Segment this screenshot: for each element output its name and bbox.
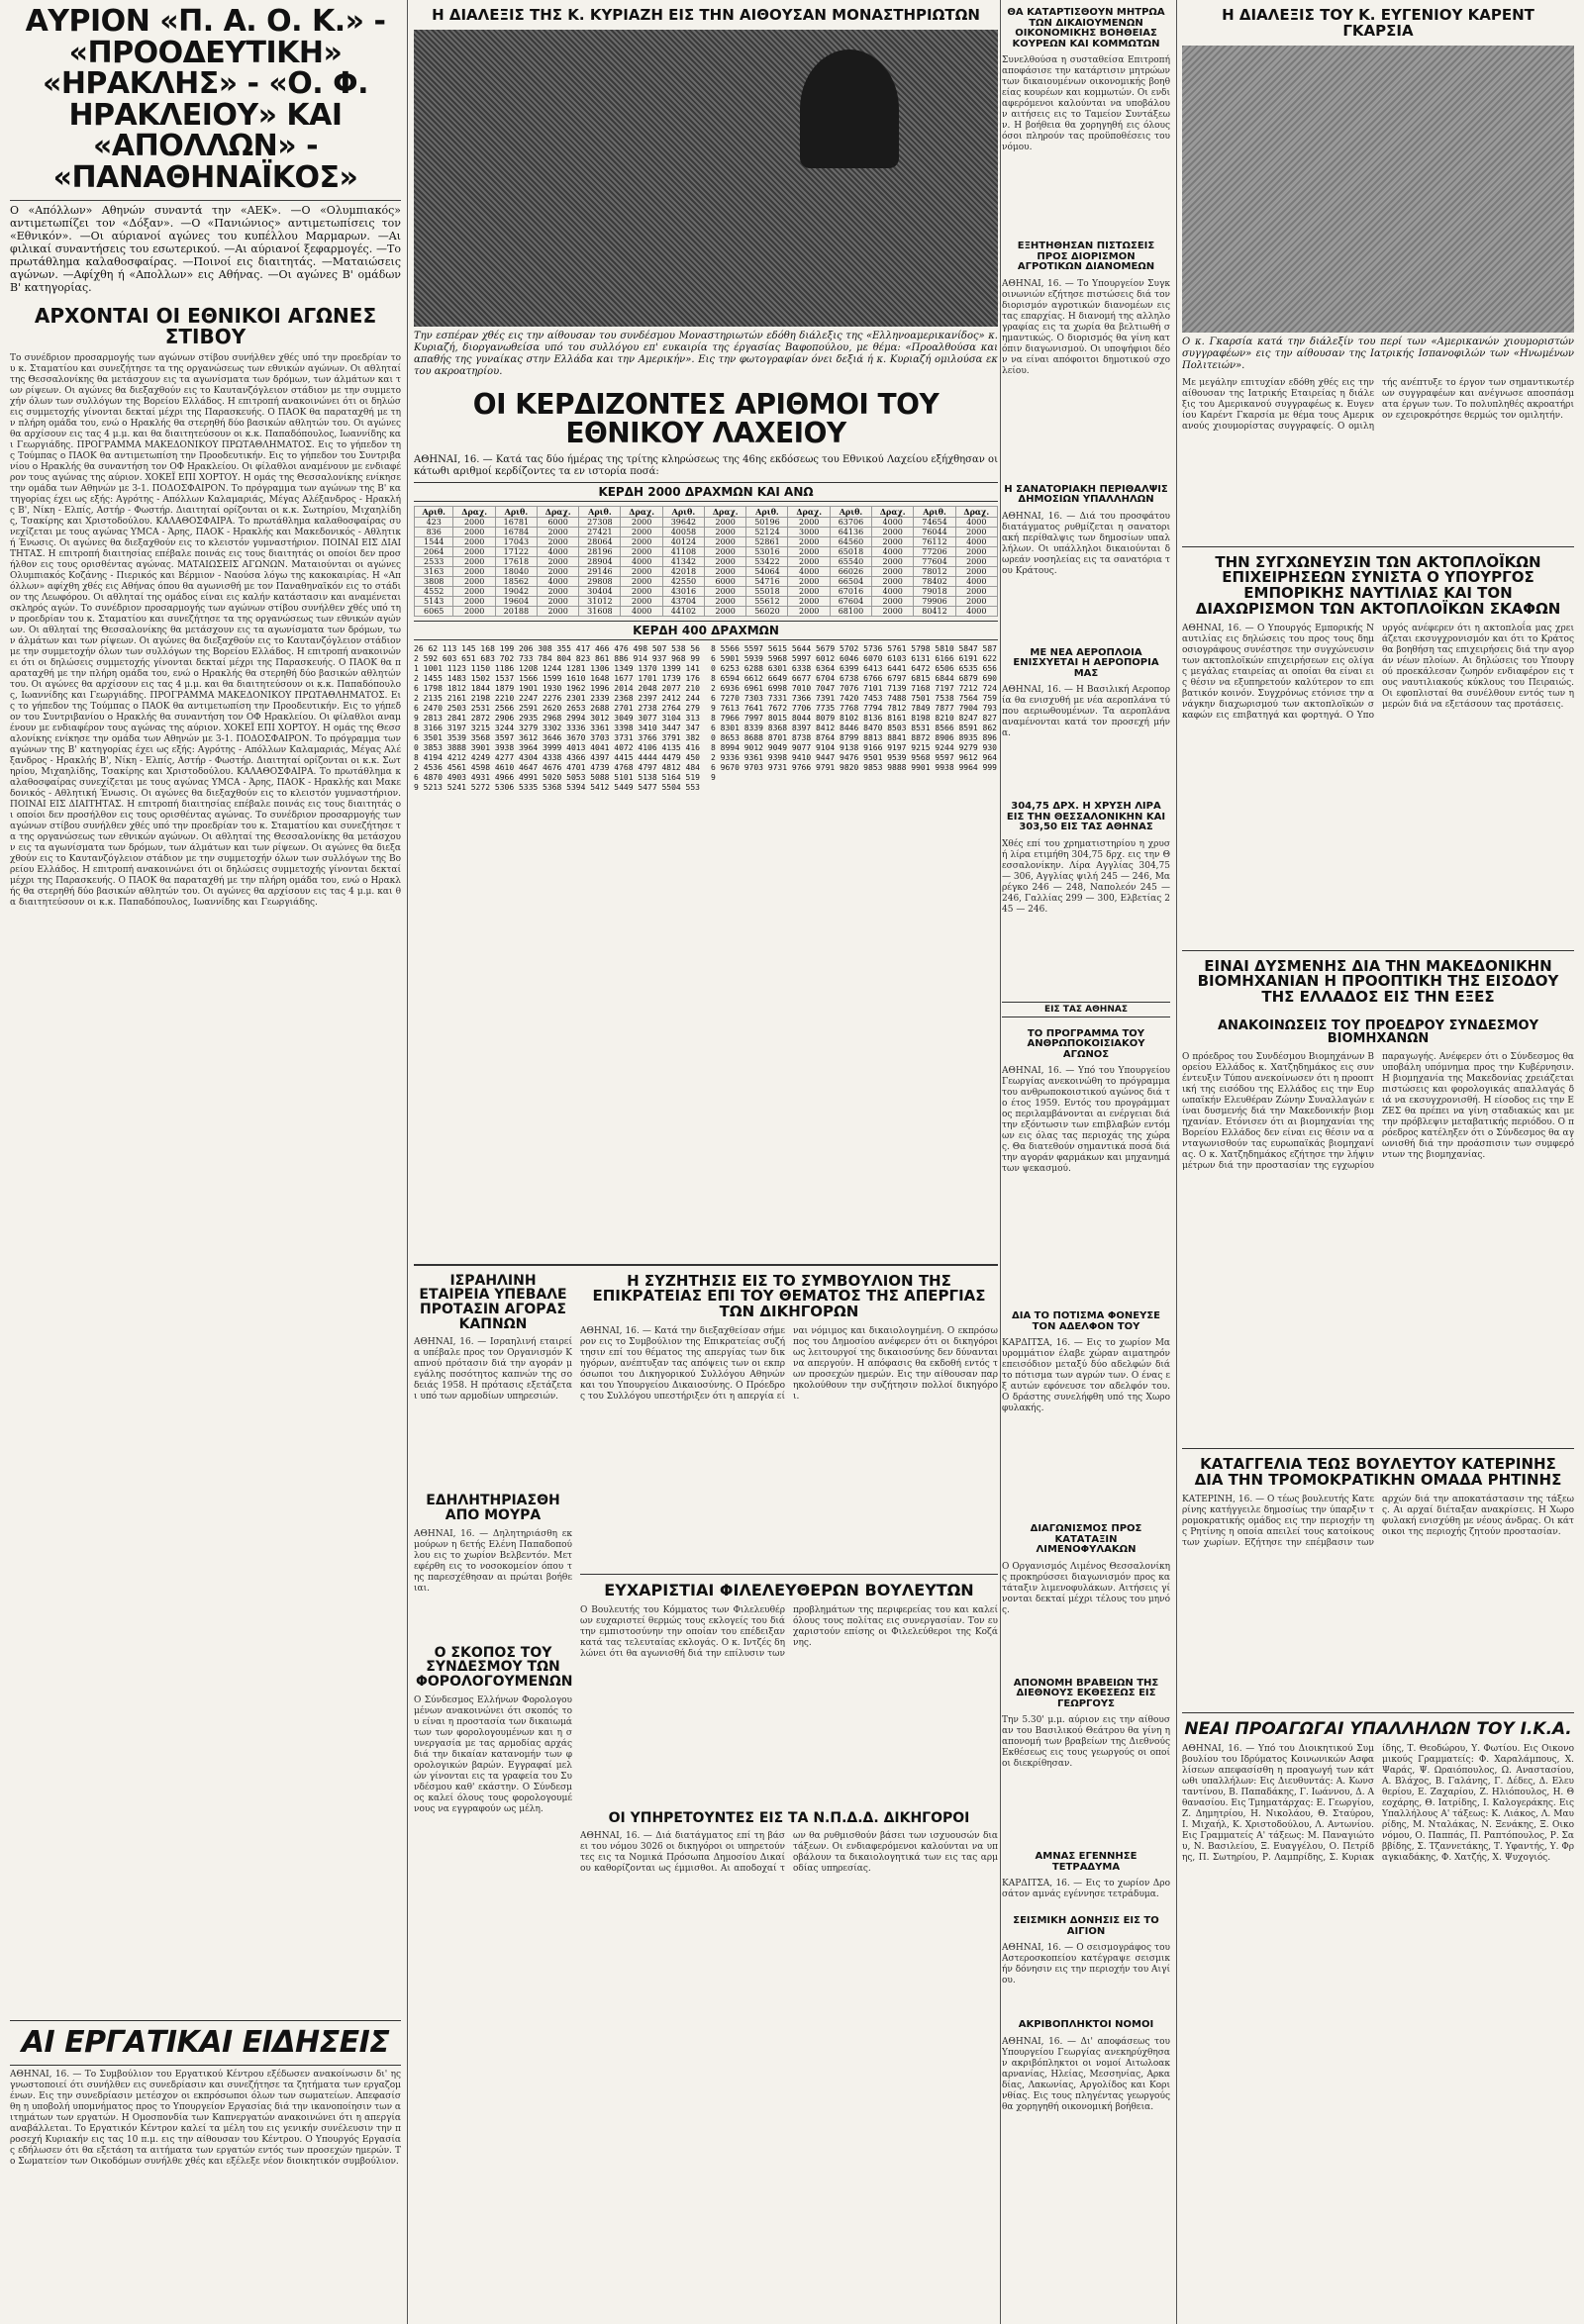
table-cell: 2000: [788, 576, 830, 586]
lottery-header-amount: Δραχ.: [955, 506, 998, 517]
lottery-header-number: Αριθ.: [746, 506, 788, 517]
table-cell: 2000: [955, 546, 998, 556]
prize-400-label: ΚΕΡΔΗ 400 ΔΡΑΧΜΩΝ: [414, 621, 998, 640]
table-cell: 2000: [537, 596, 578, 606]
table-cell: 4000: [871, 517, 913, 527]
table-cell: 67604: [830, 596, 871, 606]
lawyers-strike-text: ΑΘΗΝΑΙ, 16. — Κατά την διεξαχθείσαν σήμερον εις το Συμβούλιον της Επικρατείας συζήτησιν επί του θέματος της απεργίας των δικηγόρων, ανέπτυξαν τας απόψεις των οι εκπρόσωποι του Δικηγορικού Συλλόγου Αθηνών και του Υπουργείου Δικαιοσύνης. Ο Πρόεδρος του Συλλόγου υπεστήριξεν ότι η απεργία είναι νόμιμος και δικαιολογημένη. Ο εκπρόσωπος του Δημοσίου ανέφερεν ότι οι δικηγόροι ως λειτουργοί της δικαιοσύνης δεν δύνανται να απεργούν. Η απόφασις θα εκδοθή εντός των προσεχών ημερών. Εις την αίθουσαν παρηκολούθουν την συζήτησιν πολλοί δικηγόροι.: [580, 1325, 998, 1402]
table-cell: 40124: [662, 536, 704, 546]
airforce-headline: ΜΕ ΝΕΑ ΑΕΡΟΠΛΟΙΑ ΕΝΙΣΧΥΕΤΑΙ Η ΑΕΡΟΠΟΡΙΑ ΜΑΣ: [1013, 646, 1159, 679]
table-cell: 423: [415, 517, 453, 527]
table-cell: 63706: [830, 517, 871, 527]
table-cell: 2000: [453, 527, 495, 536]
table-cell: 76112: [914, 536, 955, 546]
table-cell: 17043: [495, 536, 537, 546]
table-cell: 2000: [704, 527, 745, 536]
taxpayers-headline: Ο ΣΚΟΠΟΣ ΤΟΥ ΣΥΝΔΕΣΜΟΥ ΤΩΝ ΦΟΡΟΛΟΓΟΥΜΕΝΩΝ: [416, 1644, 572, 1691]
lottery-header-amount: Δραχ.: [621, 506, 662, 517]
table-cell: 44102: [662, 606, 704, 616]
lecture-photo-caption: Την εσπέραν χθές εις την αίθουσαν του συνδέσμου Μοναστηριωτών εδόθη διάλεξις της «Ελληνοαμερικανίδος» κ. Κυριαζή, διοργανωθείσα υπό του συλλόγου επ' ευκαιρία της έργασίας Βαφοπούλου, με θέμα: «Προαλθούσα και απαθής της γυναίκας στην Ελλάδα και την Αμερικήν». Εις την φωτογραφίαν όνει δεξιά ή κ. Κυριαζή ομιλούσα εκ του ακροατηρίου.: [414, 330, 998, 377]
lottery-header-number: Αριθ.: [415, 506, 453, 517]
table-cell: 3000: [788, 527, 830, 536]
table-cell: 2000: [453, 546, 495, 556]
lottery-header-number: Αριθ.: [579, 506, 621, 517]
hunting-program-text: ΑΘΗΝΑΙ, 16. — Υπό του Υπουργείου Γεωργίας ανεκοινώθη το πρόγραμμα του ανθρωποκοιστικού αγώνος διά το έτος 1959. Εντός του προγράμματος περιλαμβάνονται αι ενέργειαι διά την εξόντωσιν των επιβλαβών εντόμων εις όλας τας περιοχάς της χώρας. Θα διατεθούν σημαντικά ποσά διά την αγοράν φαρμάκων και μηχανημάτων ψεκασμού.: [1002, 1066, 1170, 1174]
table-cell: 4000: [871, 546, 913, 556]
table-cell: 2000: [955, 527, 998, 536]
table-cell: 2000: [788, 556, 830, 566]
table-cell: 66504: [830, 576, 871, 586]
table-cell: 16784: [495, 527, 537, 536]
table-cell: 2000: [453, 596, 495, 606]
table-cell: 2000: [621, 596, 662, 606]
table-cell: 2000: [704, 606, 745, 616]
table-cell: 2000: [453, 556, 495, 566]
table-cell: 2000: [871, 527, 913, 536]
table-cell: 2000: [788, 517, 830, 527]
table-cell: 2000: [453, 566, 495, 576]
lottery-header-amount: Δραχ.: [704, 506, 745, 517]
lottery-header-amount: Δραχ.: [788, 506, 830, 517]
table-cell: 17122: [495, 546, 537, 556]
table-cell: 53422: [746, 556, 788, 566]
table-cell: 836: [415, 527, 453, 536]
middle-bottom-section: [414, 1264, 998, 2097]
table-row: [415, 536, 998, 546]
table-cell: 29146: [579, 566, 621, 576]
table-cell: 2064: [415, 546, 453, 556]
table-row: [415, 586, 998, 596]
lottery-header-amount: Δραχ.: [871, 506, 913, 517]
rural-postmen-text: ΑΘΗΝΑΙ, 16. — Το Υπουργείον Συγκοινωνιών εζήτησε πιστώσεις διά τον διορισμόν αγροτικών διανομέων εις τας επαρχίας. Η διανομή της αλληλογραφίας εις τα χωρία θα βελτιωθή σημαντικώς. Ο διορισμός θα γίνη κατόπιν διαγωνισμού. Οι υποψήφιοι δέον να είναι απόφοιτοι δημοτικού σχολείου.: [1002, 278, 1170, 376]
table-cell: 2000: [453, 606, 495, 616]
mid-left-column: [414, 1266, 572, 2097]
table-cell: 19604: [495, 596, 537, 606]
lottery-header-number: Αριθ.: [662, 506, 704, 517]
table-row: [415, 527, 998, 536]
ika-text: ΑΘΗΝΑΙ, 16. — Υπό του Διοικητικού Συμβουλίου του Ιδρύματος Κοινωνικών Ασφαλίσεων απεφασίσθη η προαγωγή των κάτωθι υπαλλήλων: Εις Διευθυντάς: Α. Κωνσταντίνου, Β. Παπαδάκης, Γ. Ιωάννου, Δ. Αθανασίου. Εις Τμηματάρχας: Ε. Γεωργίου, Ζ. Δημητρίου, Η. Νικολάου, Θ. Σταύρου, Ι. Μιχαήλ, Κ. Χριστοδούλου, Λ. Αντωνίου. Εις Γραμματείς Α' τάξεως: Μ. Παναγιώτου, Ν. Βασιλείου, Ξ. Ευαγγέλου, Ο. Πετρίδης, Π. Σωτηρίου, Ρ. Λαμπρίδης, Σ. Κυριακίδης, Τ. Θεοδώρου, Υ. Φωτίου. Εις Οικονομικούς Γραμματείς: Φ. Χαραλάμπους, Χ. Ψαράς, Ψ. Ωραιόπουλος, Ω. Αναστασίου, Α. Βλάχος, Β. Γαλάνης, Γ. Δέδες, Δ. Ελευθερίου, Ε. Ζαχαρίου, Ζ. Ηλιόπουλος, Η. Θεοχάρης, Θ. Ιατρίδης, Ι. Καλογεράκης. Εις Υπαλλήλους Α' τάξεως: Κ. Λιάκος, Λ. Μαυρίδης, Μ. Νταλάκας, Ν. Ξενάκης, Ξ. Οικονόμου, Ο. Παππάς, Π. Ραπτόπουλος, Ρ. Σαββίδης, Σ. Τζαννετάκης, Τ. Υφαντής, Υ. Φραγκιαδάκης, Φ. Χατζής, Χ. Ψυχογιός.: [1182, 1744, 1574, 1864]
table-cell: 2000: [453, 517, 495, 527]
table-cell: 2000: [788, 546, 830, 556]
tobacco-headline: ΙΣΡΑΗΛΙΝΗ ΕΤΑΙΡΕΙΑ ΥΠΕΒΑΛΕ ΠΡΟΤΑΣΙΝ ΑΓΟΡΑΣ ΚΑΠΝΩΝ: [419, 1272, 567, 1332]
table-cell: 2000: [621, 536, 662, 546]
athletics-headline: ΑΡΧΟΝΤΑΙ ΟΙ ΕΘΝΙΚΟΙ ΑΓΩΝΕΣ ΣΤΙΒΟΥ: [34, 304, 377, 348]
lottery-table: [414, 506, 998, 617]
table-cell: 2000: [704, 596, 745, 606]
hunting-program-headline: ΤΟ ΠΡΟΓΡΑΜΜΑ ΤΟΥ ΑΝΘΡΩΠΟΚΟΙΣΙΑΚΟΥ ΑΓΩΝΟΣ: [1027, 1027, 1145, 1060]
lottery-header-number: Αριθ.: [914, 506, 955, 517]
table-cell: 4000: [537, 576, 578, 586]
table-cell: 78012: [914, 566, 955, 576]
table-cell: 80412: [914, 606, 955, 616]
awards-headline: ΑΠΟΝΟΜΗ ΒΡΑΒΕΙΩΝ ΤΗΣ ΔΙΕΘΝΟΥΣ ΕΚΘΕΣΕΩΣ ΕΙΣ ΓΕΩΡΓΟΥΣ: [1013, 1677, 1159, 1709]
lottery-header-number: Αριθ.: [495, 506, 537, 517]
table-cell: 3163: [415, 566, 453, 576]
table-cell: 2000: [453, 586, 495, 596]
table-cell: 2000: [621, 586, 662, 596]
shipping-text: ΑΘΗΝΑΙ, 16. — Ο Υπουργός Εμπορικής Ναυτιλίας εις δηλώσεις του προς τους δημοσιογράφους συνέστησε την συγχώνευσιν των ακτοπλοϊκών επιχειρήσεων εις ολίγας μεγάλας εταιρείας αι οποίαι θα είναι εις θέσιν να εξυπηρετούν καλύτερον το επιβατικόν κοινόν. Συγχρόνως ετόνισε την ανάγκην διαχωρισμού των ακτοπλοϊκών σκαφών εις επιβατηγά και φορτηγά. Ο Υπουργός ανέφερεν ότι η ακτοπλοΐα μας χρειάζεται εκσυγχρονισμόν και ότι το Κράτος θα βοηθήση τας επιχειρήσεις διά την αγοράν νέων πλοίων. Αι δηλώσεις του Υπουργού προεκάλεσαν ζωηρόν ενδιαφέρον εις τους ναυτιλιακούς κύκλους του Πειραιώς. Οι εφοπλισταί θα συνέλθουν εντός των ημερών διά να εξετάσουν τας προτάσεις.: [1182, 623, 1574, 721]
murder-text: ΚΑΡΔΙΤΣΑ, 16. — Εις το χωρίον Μαυρομμάτιον έλαβε χώραν αιματηρόν επεισόδιον μεταξύ δύο αδελφών διά το πότισμα των αγρών των. Ο ένας εξ αυτών εφόνευσε τον αδελφόν του. Ο δράστης συνελήφθη υπό της Χωροφυλακής.: [1002, 1338, 1170, 1413]
table-cell: 2000: [788, 606, 830, 616]
table-cell: 77604: [914, 556, 955, 566]
poison-headline: ΕΔΗΛΗΤΗΡΙΑΣΘΗ ΑΠΟ ΜΟΥΡΑ: [426, 1493, 560, 1523]
table-cell: 28904: [579, 556, 621, 566]
column-rule: [407, 0, 408, 2324]
table-cell: 4000: [871, 586, 913, 596]
table-cell: 4000: [621, 606, 662, 616]
table-cell: 2000: [871, 576, 913, 586]
labor-news-headline: ΑΙ ΕΡΓΑΤΙΚΑΙ ΕΙΔΗΣΕΙΣ: [10, 2020, 401, 2066]
table-cell: 56020: [746, 606, 788, 616]
barbers-headline: ΘΑ ΚΑΤΑΡΤΙΣΘΟΥΝ ΜΗΤΡΩΑ ΤΩΝ ΔΙΚΑΙΟΥΜΕΝΩΝ ΟΙΚΟΝΟΜΙΚΗΣ ΒΟΗΘΕΙΑΣ ΚΟΥΡΕΩΝ ΚΑΙ ΚΟΜΜΩΤΩΝ: [1007, 7, 1165, 49]
table-cell: 41108: [662, 546, 704, 556]
table-cell: 78402: [914, 576, 955, 586]
table-row: [415, 566, 998, 576]
famine-text: ΑΘΗΝΑΙ, 16. — Δι' αποφάσεως του Υπουργείου Γεωργίας ανεκηρύχθησαν ακριβόπληκτοι οι νομοί Αιτωλοακαρνανίας, Ηλείας, Μεσσηνίας, Αρκαδίας, Λακωνίας, Αργολίδος και Κορινθίας. Εις τους πληγέντας γεωργούς θα χορηγηθή οικονομική βοήθεια.: [1002, 2036, 1170, 2112]
table-cell: 2000: [621, 527, 662, 536]
shipping-headline: ΤΗΝ ΣΥΓΧΩΝΕΥΣΙΝ ΤΩΝ ΑΚΤΟΠΛΟΪΚΩΝ ΕΠΙΧΕΙΡΗΣΕΩΝ ΣΥΝΙΣΤΑ Ο ΥΠΟΥΡΓΟΣ ΕΜΠΟΡΙΚΗΣ ΝΑΥΤΙΛΙΑΣ ΚΑΙ ΤΟΝ ΔΙΑΧΩΡΙΣΜΟΝ ΤΩΝ ΑΚΤΟΠΛΟΪΚΩΝ ΣΚΑΦΩΝ: [1182, 546, 1574, 624]
lottery-header-amount: Δραχ.: [453, 506, 495, 517]
table-cell: 2000: [871, 556, 913, 566]
poison-text: ΑΘΗΝΑΙ, 16. — Δηλητηριάσθη εκ μούρων η 6ετής Ελένη Παπαδοπούλου εις το χωρίον Βελβεντόν. Μετεφέρθη εις το νοσοκομείον όπου της παρεσχέθησαν αι πρώται βοήθειαι.: [414, 1528, 572, 1594]
lottery-table-header: [415, 506, 998, 517]
table-cell: 2000: [621, 517, 662, 527]
table-cell: 4552: [415, 586, 453, 596]
labor-news-text: ΑΘΗΝΑΙ, 16. — Το Συμβούλιον του Εργατικού Κέντρου εξέδωσεν ανακοίνωσιν δι' ης γνωστοποιεί ότι συνήλθεν εις συνεδρίασιν και συνεζήτησε τα ζητήματα των εργαζομένων. Εις την συνεδρίασιν μετέσχον οι εκπρόσωποι όλων των σωματείων. Απεφασίσθη η υποβολή υπομνήματος προς το Υπουργείον Εργασίας διά την ικανοποίησιν των αιτημάτων των εργατών. Η Ομοσπονδία των Καπνεργατών ανακοινώνει ότι η απεργία αναβάλλεται. Το Εργατικόν Κέντρον καλεί τα μέλη του εις γενικήν συνέλευσιν την προσεχή Κυριακήν εις τας 10 π.μ. εις την αίθουσαν του Κέντρου. Ο Υπουργός Εργασίας εδήλωσεν ότι θα εξετάση τα αιτήματα των εργατών εντός των προσεχών ημερών. Το Σωματείον των Οικοδόμων συνήλθε χθές και εξέλεξε νέον διοικητικόν συμβούλιον.: [10, 2069, 401, 2167]
table-cell: 1544: [415, 536, 453, 546]
sports-body-text: Το συνέδριον προσαρμογής των αγώνων στίβου συνήλθεν χθές υπό την προεδρίαν του κ. Σταματίου και συνεζήτησε τα της οργανώσεως των εθνικών αγώνων. Οι αθληταί της Θεσσαλονίκης θα μετάσχουν εις τα αγωνίσματα των δρόμων, των άλμάτων και των ρίψεων. Οι αγώνες θα διεξαχθούν εις το Καυτανζόγλειον στάδιον με την συμμετοχήν όλων των συλλόγων της Βορείου Ελλάδος. Η επιτροπή ανακοινώνει ότι οι δηλώσεις συμμετοχής γίνονται δεκταί μέχρι της Παρασκευής. Ο ΠΑΟΚ θα παραταχθή με την πλήρη ομάδα του, ενώ ο Ηρακλής θα στερηθή δύο βασικών αθλητών του. Οι αγώνες θα αρχίσουν εις τας 4 μ.μ. και θα διαιτητεύσουν οι κ.κ. Παπαδόπουλος, Ιωαννίδης και Γεωργιάδης. ΠΡΟΓΡΑΜΜΑ ΜΑΚΕΔΟΝΙΚΟΥ ΠΡΩΤΑΘΛΗΜΑΤΟΣ. Εις το γήπεδον της Τούμπας ο ΠΑΟΚ θα αντιμετωπίση την Προοδευτικήν. Εις το γήπεδον του Συντριβανίου ο Ηρακλής θα συναντήση τον ΟΦ Ηρακλείου. Οι φίλαθλοι αναμένουν με ενδιαφέρον τους αγώνας της αύριον. ΧΟΚΕΪ ΕΠΙ ΧΟΡΤΟΥ. Η ομάς της Θεσσαλονίκης ενίκησε την ομάδα των Αθηνών με 3-1. ΠΟΔΟΣΦΑΙΡΟΝ. Το πρόγραμμα των αγώνων της Β' κατηγορίας έχει ως εξής: Αγρότης - Απόλλων Καλαμαριάς, Μέγας Αλέξανδρος - Ηρακλής Β', Νίκη - Ελπίς, Αστήρ - Φωστήρ. Διαιτηταί ορίζονται οι κ.κ. Σωτηρίου, Μιχαηλίδης, Τσακίρης και Χριστοδούλου. ΚΑΛΑΘΟΣΦΑΙΡΑ. Το πρωτάθλημα καλαθοσφαίρας συνεχίζεται με τους αγώνας ΥΜCA - Άρης, ΠΑΟΚ - Ηρακλής και Μακεδονικός - Αθλητική Ένωσις. Οι αγώνες θα διεξαχθούν εις το κλειστόν γυμναστήριον. ΠΟΙΝΑΙ ΕΙΣ ΔΙΑΙΤΗΤΑΣ. Η επιτροπή διαιτησίας επέβαλε ποινάς εις τους διαιτητάς οι οποίοι δεν προσήλθον εις τους ορισθέντας αγώνας. ΜΑΤΑΙΩΣΕΙΣ ΑΓΩΝΩΝ. Ματαιούνται οι αγώνες Ολυμπιακός Κοζάνης - Πιερικός και Βέρμιον - Ναούσα λόγω της κακοκαιρίας. Η «Απόλλων» αφίχθη χθές εις Αθήνας όπου θα αγωνισθή με τον Παναθηναϊκόν εις το στάδιον της Λεωφόρου. Οι αθληταί της ομάδος είναι εις καλήν κατάστασιν και αναμένεται σκληρός αγών. Το συνέδριον προσαρμογής των αγώνων στίβου συνήλθεν χθές υπό την προεδρίαν του κ. Σταματίου και συνεζήτησε τα της οργανώσεως των εθνικών αγώνων. Οι αθληταί της Θεσσαλονίκης θα μετάσχουν εις τα αγωνίσματα των δρόμων, των άλμάτων και των ρίψεων. Οι αγώνες θα διεξαχθούν εις το Καυτανζόγλειον στάδιον με την συμμετοχήν όλων των συλλόγων της Βορείου Ελλάδος. Η επιτροπή ανακοινώνει ότι οι δηλώσεις συμμετοχής γίνονται δεκταί μέχρι της Παρασκευής. Ο ΠΑΟΚ θα παραταχθή με την πλήρη ομάδα του, ενώ ο Ηρακλής θα στερηθή δύο βασικών αθλητών του. Οι αγώνες θα αρχίσουν εις τας 4 μ.μ. και θα διαιτητεύσουν οι κ.κ. Παπαδόπουλος, Ιωαννίδης και Γεωργιάδης. ΠΡΟΓΡΑΜΜΑ ΜΑΚΕΔΟΝΙΚΟΥ ΠΡΩΤΑΘΛΗΜΑΤΟΣ. Εις το γήπεδον της Τούμπας ο ΠΑΟΚ θα αντιμετωπίση την Προοδευτικήν. Εις το γήπεδον του Συντριβανίου ο Ηρακλής θα συναντήση τον ΟΦ Ηρακλείου. Οι φίλαθλοι αναμένουν με ενδιαφέρον τους αγώνας της αύριον. ΧΟΚΕΪ ΕΠΙ ΧΟΡΤΟΥ. Η ομάς της Θεσσαλονίκης ενίκησε την ομάδα των Αθηνών με 3-1. ΠΟΔΟΣΦΑΙΡΟΝ. Το πρόγραμμα των αγώνων της Β' κατηγορίας έχει ως εξής: Αγρότης - Απόλλων Καλαμαριάς, Μέγας Αλέξανδρος - Ηρακλής Β', Νίκη - Ελπίς, Αστήρ - Φωστήρ. Διαιτηταί ορίζονται οι κ.κ. Σωτηρίου, Μιχαηλίδης, Τσακίρης και Χριστοδούλου. ΚΑΛΑΘΟΣΦΑΙΡΑ. Το πρωτάθλημα καλαθοσφαίρας συνεχίζεται με τους αγώνας ΥΜCA - Άρης, ΠΑΟΚ - Ηρακλής και Μακεδονικός - Αθλητική Ένωσις. Οι αγώνες θα διεξαχθούν εις το κλειστόν γυμναστήριον. ΠΟΙΝΑΙ ΕΙΣ ΔΙΑΙΤΗΤΑΣ. Η επιτροπή διαιτησίας επέβαλε ποινάς εις τους διαιτητάς οι οποίοι δεν προσήλθον εις τους ορισθέντας αγώνας. Το συνέδριον προσαρμογής των αγώνων στίβου συνήλθεν χθές υπό την προεδρίαν του κ. Σταματίου και συνεζήτησε τα της οργανώσεως των εθνικών αγώνων. Οι αθληταί της Θεσσαλονίκης θα μετάσχουν εις τα αγωνίσματα των δρόμων, των άλμάτων και των ρίψεων. Οι αγώνες θα διεξαχθούν εις το Καυτανζόγλειον στάδιον με την συμμετοχήν όλων των συλλόγων της Βορείου Ελλάδος. Η επιτροπή ανακοινώνει ότι οι δηλώσεις συμμετοχής γίνονται δεκταί μέχρι της Παρασκευής. Ο ΠΑΟΚ θα παραταχθή με την πλήρη ομάδα του, ενώ ο Ηρακλής θα στερηθή δύο βασικών αθλητών του. Οι αγώνες θα αρχίσουν εις τας 4 μ.μ. και θα διαιτητεύσουν οι κ.κ. Παπαδόπουλος, Ιωαννίδης και Γεωργιάδης.: [10, 353, 401, 908]
table-cell: 31012: [579, 596, 621, 606]
table-cell: 2000: [704, 546, 745, 556]
murder-headline: ΔΙΑ ΤΟ ΠΟΤΙΣΜΑ ΦΟΝΕΥΣΕ ΤΟΝ ΑΔΕΛΦΟΝ ΤΟΥ: [1011, 1310, 1160, 1332]
rural-postmen-headline: ΕΞΗΤΗΘΗΣΑΝ ΠΙΣΤΩΣΕΙΣ ΠΡΟΣ ΔΙΟΡΙΣΜΟΝ ΑΓΡΟΤΙΚΩΝ ΔΙΑΝΟΜΕΩΝ: [1017, 241, 1155, 272]
table-cell: 2000: [537, 586, 578, 596]
gold-headline: 304,75 ΔΡΧ. Η ΧΡΥΣΗ ΛΙΡΑ ΕΙΣ ΤΗΝ ΘΕΣΣΑΛΟΝΙΚΗΝ ΚΑΙ 303,50 ΕΙΣ ΤΑΣ ΑΘΗΝΑΣ: [1006, 801, 1166, 832]
column-sports: [10, 0, 401, 2324]
table-cell: 2000: [871, 566, 913, 576]
table-cell: 4000: [955, 517, 998, 527]
table-cell: 2000: [537, 556, 578, 566]
gold-athens-label: ΕΙΣ ΤΑΣ ΑΘΗΝΑΣ: [1002, 1002, 1170, 1017]
column-right: [1182, 0, 1574, 2324]
table-cell: 65540: [830, 556, 871, 566]
table-cell: 2000: [537, 536, 578, 546]
table-cell: 2000: [704, 556, 745, 566]
table-cell: 2000: [621, 576, 662, 586]
garcia-text: Με μεγάλην επιτυχίαν εδόθη χθές εις την αίθουσαν της Ιατρικής Εταιρείας η διάλεξις του Αμερικανού συγγραφέως κ. Ευγενίου Καρέντ Γκαρσία με θέμα τους Αμερικανούς χιουμορίστας συγγραφείς. Ο ομιλητής ανέπτυξε το έργον των σημαντικωτέρων συγγραφέων και ανέγνωσε αποσπάσματα έργων των. Το πολυπληθές ακροατήριον εχειροκρότησε θερμώς τον ομιλητήν.: [1182, 377, 1574, 432]
ika-headline: ΝΕΑΙ ΠΡΟΑΓΩΓΑΙ ΥΠΑΛΛΗΛΩΝ ΤΟΥ Ι.Κ.Α.: [1182, 1712, 1574, 1745]
industry-headline: ΕΙΝΑΙ ΔΥΣΜΕΝΗΣ ΔΙΑ ΤΗΝ ΜΑΚΕΔΟΝΙΚΗΝ ΒΙΟΜΗΧΑΝΙΑΝ Η ΠΡΟΟΠΤΙΚΗ ΤΗΣ ΕΙΣΟΔΟΥ ΤΗΣ ΕΛΛΑΔΟΣ ΕΙΣ ΤΗΝ ΕΞΕΣ: [1182, 950, 1574, 1012]
garcia-photo: [1182, 46, 1574, 333]
table-row: [415, 556, 998, 566]
table-cell: 50196: [746, 517, 788, 527]
table-cell: 2000: [788, 586, 830, 596]
table-cell: 2000: [704, 586, 745, 596]
earthquake-headline: ΣΕΙΣΜΙΚΗ ΔΟΝΗΣΙΣ ΕΙΣ ΤΟ ΑΙΓΙΟΝ: [1013, 1915, 1159, 1937]
sports-lead: Ο «Απόλλων» Αθηνών συναντά την «ΑΕΚ». —Ο «Ολυμπιακός» αντιμετωπίζει τον «Δόξαν». —Ο «Πανιώνιος» αντιμετωπίσεις τον «Εθνικόν». —Οι αύριανοί αγώνες του κυπέλλου Μαρμαρων. —Αι φιλικαί συναντήσεις του εσωτερικού. —Αι αύριανοί ξεφαρμογές. —Το πρωτάθλημα καλαθοσφαίρας. —Ποινοί εις διαιτητάς. —Ματαιώσεις αγώνων. —Αφίχθη ή «Απολλων» εις Αθήνας. —Οι αγώνες Β' ομάδων Β' κατηγορίας.: [10, 204, 401, 294]
table-cell: 55612: [746, 596, 788, 606]
liberal-mps-text: Ο Βουλευτής του Κόμματος των Φιλελευθέρων ευχαριστεί θερμώς τους εκλογείς του διά την εμπιστοσύνην την οποίαν του επέδειξαν κατά τας τελευταίας εκλογάς. Ο κ. Ιντζές δηλώνει ότι θα αγωνισθή διά την επίλυσιν των προβλημάτων της περιφερείας του και καλεί όλους τους πολίτας εις συνεργασίαν. Τον ευχαριστούν επίσης οι Φιλελεύθεροι της Κοζάνης.: [580, 1604, 998, 1659]
table-row: [415, 517, 998, 527]
table-cell: 68100: [830, 606, 871, 616]
table-cell: 54064: [746, 566, 788, 576]
garcia-photo-caption: Ο κ. Γκαρσία κατά την διάλεξίν του περί των «Αμερικανών χιουμοριστών συγγραφέων» εις την αίθουσαν της Ιατρικής Ισπανοφιλών των «Ηνωμένων Πολιτειών».: [1182, 336, 1574, 371]
table-row: [415, 606, 998, 616]
table-cell: 64136: [830, 527, 871, 536]
npdd-lawyers-headline: ΟΙ ΥΠΗΡΕΤΟΥΝΤΕΣ ΕΙΣ ΤΑ Ν.Π.Δ.Δ. ΔΙΚΗΓΟΡΟΙ: [608, 1809, 970, 1826]
katerini-headline: ΚΑΤΑΓΓΕΛΙΑ ΤΕΩΣ ΒΟΥΛΕΥΤΟΥ ΚΑΤΕΡΙΝΗΣ ΔΙΑ ΤΗΝ ΤΡΟΜΟΚΡΑΤΙΚΗΝ ΟΜΑΔΑ ΡΗΤΙΝΗΣ: [1182, 1448, 1574, 1495]
table-cell: 79906: [914, 596, 955, 606]
lottery-header-amount: Δραχ.: [537, 506, 578, 517]
table-cell: 19042: [495, 586, 537, 596]
table-cell: 17618: [495, 556, 537, 566]
lottery-headline: ΟΙ ΚΕΡΔΙΖΟΝΤΕΣ ΑΡΙΘΜΟΙ ΤΟΥ ΕΘΝΙΚΟΥ ΛΑΧΕΙΟΥ: [472, 387, 940, 450]
column-rule: [1176, 0, 1177, 2324]
table-cell: 4000: [621, 556, 662, 566]
gold-text: Χθές επί του χρηματιστηρίου η χρυσή λίρα ετιμήθη 304,75 δρχ. εις την Θεσσαλονίκην. Λίρα Αγγλίας 304,75 — 306, Αγγλίας ψιλή 245 — 246, Μαρέγκο 246 — 248, Ναπολεόν 245 — 246, Γαλλίας 299 — 300, Ελβετίας 245 — 246.: [1002, 838, 1170, 915]
table-cell: 2000: [537, 527, 578, 536]
coastguard-text: Ο Οργανισμός Λιμένος Θεσσαλονίκης προκηρύσσει διαγωνισμόν προς κατάταξιν λιμενοφυλάκων. Αιτήσεις γίνονται δεκταί μέχρι τέλους του μηνός.: [1002, 1561, 1170, 1615]
table-cell: 2000: [955, 556, 998, 566]
sanatorium-headline: Η ΣΑΝΑΤΟΡΙΑΚΗ ΠΕΡΙΘΑΛΨΙΣ ΔΗΜΟΣΙΩΝ ΥΠΑΛΛΗΛΩΝ: [1004, 483, 1168, 505]
divider: [10, 200, 401, 201]
garcia-photo-title: Η ΔΙΑΛΕΞΙΣ ΤΟΥ Κ. ΕΥΓΕΝΙΟΥ ΚΑΡΕΝΤ ΓΚΑΡΣΙΑ: [1222, 6, 1534, 40]
lamb-headline: ΑΜΝΑΣ ΕΓΕΝΝΗΣΕ ΤΕΤΡΑΔΥΜΑ: [1035, 1851, 1138, 1873]
table-cell: 5143: [415, 596, 453, 606]
table-row: [415, 546, 998, 556]
barbers-text: Συνελθούσα η συσταθείσα Επιτροπή αποφάσισε την κατάρτισιν μητρώων των δικαιουμένων οικονομικής βοηθείας κουρέων και κομμωτών. Οι ενδιαφερόμενοι καλούνται να υποβάλουν αιτήσεις εις το Ταμείον Συντάξεων. Η βοήθεια θα χορηγηθή εις όλους όσοι πληρούν τας προϋποθέσεις του νόμου.: [1002, 55, 1170, 152]
npdd-lawyers-text: ΑΘΗΝΑΙ, 16. — Διά διατάγματος επί τη βάσει του νόμου 3026 οι δικηγόροι οι υπηρετούντες εις τα Νομικά Πρόσωπα Δημοσίου Δικαίου καθορίζονται ως έμμισθοι. Αι αποδοχαί των θα ρυθμισθούν βάσει των ισχυουσών διατάξεων. Οι ενδιαφερόμενοι καλούνται να υποβάλουν τα δικαιολογητικά των εις τας αρμοδίας υπηρεσίας.: [580, 1831, 998, 1875]
table-cell: 79018: [914, 586, 955, 596]
table-cell: 2000: [453, 576, 495, 586]
awards-text: Την 5.30' μ.μ. αύριον εις την αίθουσαν του Βασιλικού Θεάτρου θα γίνη η απονομή των βραβείων της Διεθνούς Εκθέσεως εις τους γεωργούς οι οποίοι διεκρίθησαν.: [1002, 1715, 1170, 1769]
lamb-text: ΚΑΡΔΙΤΣΑ, 16. — Εις το χωρίον Δροσάτον αμνάς εγέννησε τετράδυμα.: [1002, 1879, 1170, 1899]
column-briefs: [1002, 0, 1170, 2324]
speaker-silhouette: [800, 49, 899, 168]
table-cell: 18562: [495, 576, 537, 586]
table-cell: 3808: [415, 576, 453, 586]
table-cell: 76044: [914, 527, 955, 536]
table-cell: 43016: [662, 586, 704, 596]
mid-right-column: [580, 1266, 998, 2097]
table-cell: 2000: [955, 596, 998, 606]
table-cell: 64560: [830, 536, 871, 546]
table-cell: 2000: [871, 536, 913, 546]
table-cell: 2533: [415, 556, 453, 566]
industry-text: Ο πρόεδρος του Συνδέσμου Βιομηχάνων Βορείου Ελλάδος κ. Χατζηδημάκος εις συνέντευξιν Τύπου ανεκοίνωσεν ότι η προοπτική της εισόδου της Ελλάδος εις την Ευρωπαϊκήν Ελευθέραν Ζώνην Συναλλαγών είναι δυσμενής διά την Μακεδονικήν βιομηχανίαν. Ετόνισεν ότι αι βιομηχανίαι της Βορείου Ελλάδος δεν είναι εις θέσιν να ανταγωνισθούν τας ευρωπαϊκάς βιομηχανίας. Ο κ. Χατζηδημάκος εζήτησε την λήψιν μέτρων διά την προστασίαν της εγχωρίου παραγωγής. Ανέφερεν ότι ο Σύνδεσμος θα υποβάλη υπόμνημα προς την Κυβέρνησιν. Η βιομηχανία της Μακεδονίας χρειάζεται πιστώσεις και φορολογικάς απαλλαγάς διά να εκσυγχρονισθή. Η είσοδος εις την ΕΖΕΣ θα πρέπει να γίνη σταδιακώς και με την πρόβλεψιν μεταβατικής περιόδου. Ο πρόεδρος κατέληξεν ότι ο Σύνδεσμος θα αγωνισθή διά την προάσπισιν των συμφερόντων της βιομηχανίας.: [1182, 1052, 1574, 1172]
table-cell: 55018: [746, 586, 788, 596]
table-cell: 2000: [788, 596, 830, 606]
table-cell: 77206: [914, 546, 955, 556]
lecture-photo: [414, 30, 998, 327]
lottery-number-grid: 26 62 113 145 168 199 206 308 355 417 466 476 498 507 538 562 592 603 651 683 702 733 784 804 823 861 886 914 937 968 991 1001 1123 1150 1186 1208 1244 1281 1306 1349 1370 1399 1412 1455 1483 1502 1537 1566 1599 1610 1648 1677 1701 1739 1766 1798 1812 1844 1879 1901 1930 1962 1996 2014 2048 2077 2102 2135 2161 2198 2210 2247 2276 2301 2339 2368 2397 2412 2446 2470 2503 2531 2566 2591 2620 2653 2688 2701 2738 2764 2799 2813 2841 2872 2906 2935 2968 2994 3012 3049 3077 3104 3138 3166 3197 3215 3244 3279 3302 3336 3361 3398 3410 3447 3476 3501 3539 3568 3597 3612 3646 3670 3703 3731 3766 3791 3820 3853 3888 3901 3938 3964 3999 4013 4041 4072 4106 4135 4168 4194 4212 4249 4277 4304 4338 4366 4397 4415 4444 4479 4502 4536 4561 4598 4610 4647 4676 4701 4739 4768 4797 4812 4846 4870 4903 4931 4966 4991 5020 5053 5088 5101 5138 5164 5199 5213 5241 5272 5306 5335 5368 5394 5412 5449 5477 5504 5538 5566 5597 5615 5644 5679 5702 5736 5761 5798 5810 5847 5876 5901 5939 5968 5997 6012 6046 6070 6103 6131 6166 6191 6220 6253 6288 6301 6338 6364 6399 6413 6441 6472 6506 6535 6568 6594 6612 6649 6677 6704 6738 6766 6797 6815 6844 6879 6902 6936 6961 6998 7010 7047 7076 7101 7139 7168 7197 7212 7246 7270 7303 7331 7366 7391 7420 7453 7488 7501 7538 7564 7599 7613 7641 7672 7706 7735 7768 7794 7812 7849 7877 7904 7938 7966 7997 8015 8044 8079 8102 8136 8161 8198 8210 8247 8276 8301 8339 8368 8397 8412 8446 8470 8503 8531 8566 8591 8620 8653 8688 8701 8738 8764 8799 8813 8841 8872 8906 8935 8968 8994 9012 9049 9077 9104 9138 9166 9197 9215 9244 9279 9302 9336 9361 9398 9410 9447 9476 9501 9539 9568 9597 9612 9646 9670 9703 9731 9766 9791 9820 9853 9888 9901 9938 9964 9999: [414, 643, 997, 792]
table-cell: 74654: [914, 517, 955, 527]
table-cell: 2000: [537, 566, 578, 576]
liberal-mps-headline: ΕΥΧΑΡΙΣΤΙΑΙ ΦΙΛΕΛΕΥΘΕΡΩΝ ΒΟΥΛΕΥΤΩΝ: [580, 1574, 998, 1605]
table-cell: 54716: [746, 576, 788, 586]
table-cell: 4000: [955, 576, 998, 586]
katerini-text: ΚΑΤΕΡΙΝΗ, 16. — Ο τέως βουλευτής Κατερίνης κατήγγειλε δημοσίως την ύπαρξιν τρομοκρατικής ομάδος εις την περιοχήν της Ρητίνης η οποία απειλεί τους κατοίκους των χωρίων. Εζήτησε την επέμβασιν των αρχών διά την αποκατάστασιν της τάξεως. Αι αρχαί διέταξαν ανακρίσεις. Η Χωροφυλακή ενισχύθη με νέους άνδρας. Οι κάτοικοι της περιοχής ζητούν προστασίαν.: [1182, 1494, 1574, 1548]
table-cell: 30404: [579, 586, 621, 596]
table-cell: 53016: [746, 546, 788, 556]
column-rule: [1000, 0, 1001, 2324]
table-cell: 27308: [579, 517, 621, 527]
table-cell: 2000: [537, 606, 578, 616]
table-cell: 2000: [871, 606, 913, 616]
table-cell: 2000: [788, 536, 830, 546]
table-cell: 2000: [871, 596, 913, 606]
industry-subheadline: ΑΝΑΚΟΙΝΩΣΕΙΣ ΤΟΥ ΠΡΟΕΔΡΟΥ ΣΥΝΔΕΣΜΟΥ ΒΙΟΜΗΧΑΝΩΝ: [1217, 1017, 1539, 1047]
table-cell: 2000: [704, 566, 745, 576]
table-cell: 18040: [495, 566, 537, 576]
table-cell: 66026: [830, 566, 871, 576]
tobacco-text: ΑΘΗΝΑΙ, 16. — Ισραηλινή εταιρεία υπέβαλε προς τον Οργανισμόν Καπνού πρότασιν διά την αγοράν μεγάλης ποσότητος καπνών της σοδειάς 1958. Η πρότασις εξετάζεται υπό των αρμοδίων υπηρεσιών.: [414, 1337, 572, 1403]
table-cell: 28196: [579, 546, 621, 556]
airforce-text: ΑΘΗΝΑΙ, 16. — Η Βασιλική Αεροπορία θα ενισχυθή με νέα αεροπλάνα τύπου αεριωθουμένων. Τα αεροπλάνα αναμένονται κατά τον προσεχή μήνα.: [1002, 685, 1170, 738]
lottery-intro: ΑΘΗΝΑΙ, 16. — Κατά τας δύο ήμέρας της τρίτης κληρώσεως της 46ης εκδόσεως του Εθνικού Λαχείου εξήχθησαν οι κάτωθι αριθμοί κερδίζοντες τα εν ιστορία ποσά:: [414, 453, 998, 477]
famine-headline: ΑΚΡΙΒΟΠΛΗΚΤΟΙ ΝΟΜΟΙ: [1018, 2019, 1154, 2030]
table-cell: 2000: [955, 586, 998, 596]
earthquake-text: ΑΘΗΝΑΙ, 16. — Ο σεισμογράφος του Αστεροσκοπείου κατέγραψε σεισμικήν δόνησιν εις την περιοχήν του Αιγίου.: [1002, 1943, 1170, 1985]
sanatorium-text: ΑΘΗΝΑΙ, 16. — Διά του προσφάτου διατάγματος ρυθμίζεται η σανατοριακή περίθαλψις των δημοσίων υπαλλήλων. Οι υπάλληλοι δικαιούνται δωρεάν νοσηλείας εις τα σανατόρια του Κράτους.: [1002, 511, 1170, 576]
table-cell: 16781: [495, 517, 537, 527]
table-cell: 27421: [579, 527, 621, 536]
table-cell: 43704: [662, 596, 704, 606]
prize-2000-label: ΚΕΡΔΗ 2000 ΔΡΑΧΜΩΝ ΚΑΙ ΑΝΩ: [414, 482, 998, 502]
table-cell: 4000: [537, 546, 578, 556]
coastguard-headline: ΔΙΑΓΩΝΙΣΜΟΣ ΠΡΟΣ ΚΑΤΑΤΑΞΙΝ ΛΙΜΕΝΟΦΥΛΑΚΩΝ: [1030, 1523, 1142, 1555]
table-cell: 42550: [662, 576, 704, 586]
table-cell: 2000: [704, 536, 745, 546]
taxpayers-text: Ο Σύνδεσμος Ελλήνων Φορολογουμένων ανακοινώνει ότι σκοπός του είναι η προστασία των δικαιωμάτων των φορολογουμένων και η συνεργασία με τας αρμοδίας αρχάς διά την δικαίαν κατανομήν των φορολογικών βαρών. Εγγραφαί μελών γίνονται εις τα γραφεία του Συνδέσμου καθ' εκάστην. Ο Σύνδεσμος καλεί όλους τους φορολογουμένους να εγγραφούν ως μέλη.: [414, 1695, 572, 1814]
table-cell: 31608: [579, 606, 621, 616]
table-cell: 2000: [621, 546, 662, 556]
table-cell: 29808: [579, 576, 621, 586]
lottery-header-number: Αριθ.: [830, 506, 871, 517]
table-cell: 52861: [746, 536, 788, 546]
table-cell: 4000: [955, 606, 998, 616]
table-cell: 42018: [662, 566, 704, 576]
sports-headline: ΑΥΡΙΟΝ «Π. Α. Ο. Κ.» - «ΠΡΟΟΔΕΥΤΙΚΗ» «ΗΡΑΚΛΗΣ» - «Ο. Φ. ΗΡΑΚΛΕΙΟΥ» ΚΑΙ «ΑΠΟΛΛΩΝ» - «ΠΑΝΑΘΗΝΑΪΚΟΣ»: [25, 4, 386, 195]
table-cell: 40058: [662, 527, 704, 536]
lecture-photo-title: Η ΔΙΑΛΕΞΙΣ ΤΗΣ Κ. ΚΥΡΙΑΖΗ ΕΙΣ ΤΗΝ ΑΙΘΟΥΣΑΝ ΜΟΝΑΣΤΗΡΙΩΤΩΝ: [432, 6, 980, 24]
table-row: [415, 576, 998, 586]
lawyers-strike-headline: Η ΣΥΖΗΤΗΣΙΣ ΕΙΣ ΤΟ ΣΥΜΒΟΥΛΙΟΝ ΤΗΣ ΕΠΙΚΡΑΤΕΙΑΣ ΕΠΙ ΤΟΥ ΘΕΜΑΤΟΣ ΤΗΣ ΑΠΕΡΓΙΑΣ ΤΩΝ ΔΙΚΗΓΟΡΩΝ: [592, 1271, 986, 1321]
lottery-table-body: [415, 517, 998, 616]
table-cell: 39642: [662, 517, 704, 527]
column-main: [414, 0, 998, 2324]
table-cell: 2000: [453, 536, 495, 546]
table-cell: 6065: [415, 606, 453, 616]
table-cell: 2000: [704, 517, 745, 527]
table-cell: 52124: [746, 527, 788, 536]
table-cell: 28064: [579, 536, 621, 546]
table-cell: 67016: [830, 586, 871, 596]
table-cell: 2000: [955, 566, 998, 576]
table-cell: 2000: [621, 566, 662, 576]
table-cell: 41342: [662, 556, 704, 566]
table-cell: 6000: [704, 576, 745, 586]
table-cell: 4000: [955, 536, 998, 546]
table-cell: 65018: [830, 546, 871, 556]
table-cell: 6000: [537, 517, 578, 527]
table-cell: 4000: [788, 566, 830, 576]
table-cell: 20188: [495, 606, 537, 616]
table-row: [415, 596, 998, 606]
